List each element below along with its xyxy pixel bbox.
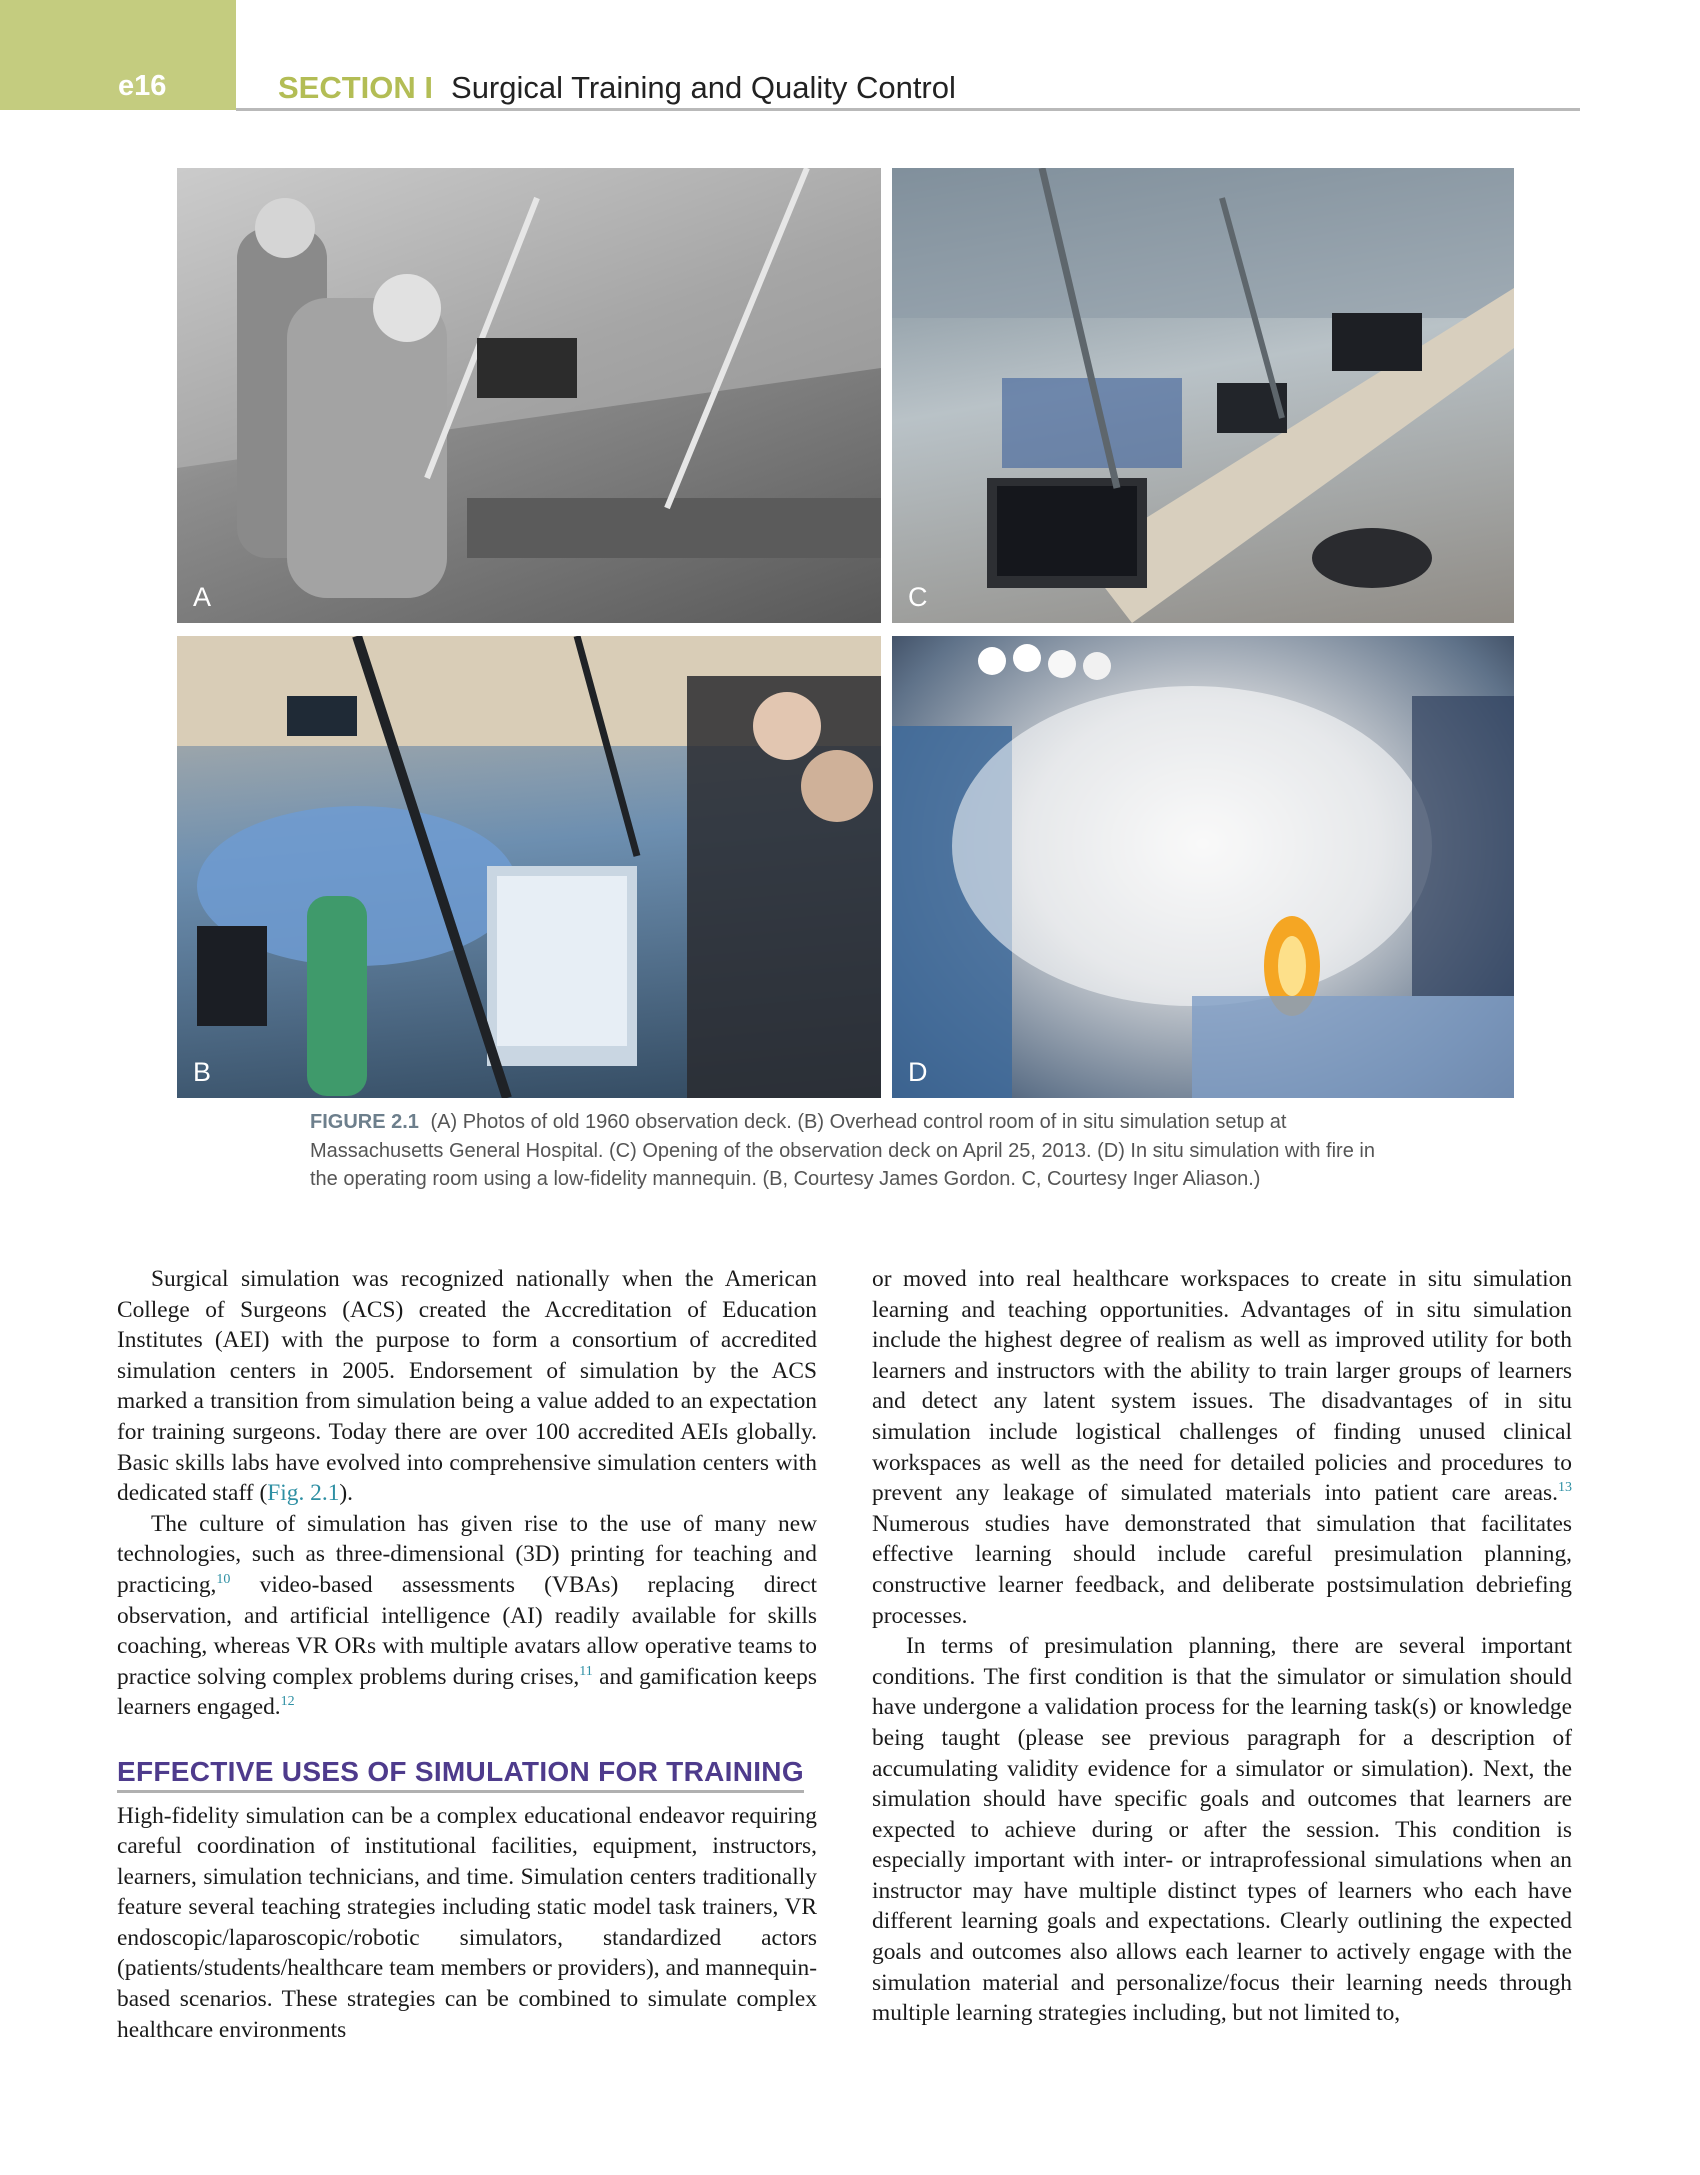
panel-label-b: B — [193, 1057, 212, 1087]
figure-photo-b — [177, 636, 881, 1098]
text-run: The culture of simulation has given rise to the use of many new technologies, such as three-dimensional (3D) printing for teaching and practicing, — [117, 1510, 817, 1598]
section-label: SECTION I — [278, 70, 434, 105]
body-paragraph — [117, 1264, 817, 1509]
citation-link[interactable]: 11 — [579, 1663, 593, 1679]
body-paragraph — [872, 1264, 1572, 1631]
figure-photo-a — [177, 168, 881, 623]
body-paragraph — [117, 1509, 817, 1723]
body-paragraph: High-fidelity simulation can be a complex educational endeavor requiring careful coordination of institutional facilities, equipment, instructors, learners, simulation technicians, and time. Simulation centers traditionally feature several teaching strategies including static model task trainers, VR endoscopic/laparoscopic/robotic simulators, standardized actors (patients/students/healthcare team members or providers), and mannequin-based scenarios. These strategies can be combined to simulate complex healthcare environments — [117, 1802, 817, 2043]
figure-photo-c — [892, 168, 1514, 623]
body-column-left — [117, 1264, 817, 2045]
text-run: Numerous studies have demonstrated that simulation that facilitates effective learning should include careful presimulation planning, constructive learner feedback, and deliberate postsimulation debriefing processes. — [872, 1510, 1572, 1629]
text-run: and gamification keeps learners engaged. — [117, 1663, 817, 1721]
figure-caption-text: (A) Photos of old 1960 observation deck. (B) Overhead control room of in situ simulation setup at Massachusetts General Hospital. (C) Opening of the observation deck on April 25, 2013. (D) In situ simulation with fire in the operating room using a low-fidelity mannequin. (B, Courtesy James Gordon. C, Courtesy Inger Aliason.) — [310, 1111, 1375, 1190]
citation-link[interactable]: 10 — [216, 1572, 231, 1588]
panel-label-a: A — [193, 582, 212, 612]
citation-link[interactable]: 12 — [280, 1694, 295, 1710]
panel-label-c: C — [908, 582, 928, 612]
body-column-right — [872, 1264, 1572, 2029]
text-run: video-based assessments (VBAs) replacing direct observation, and artificial intelligence (AI) readily available for skills coaching, whereas VR ORs with multiple avatars allow operative teams to practice solving complex problems during crises, — [117, 1571, 817, 1690]
text-run: or moved into real healthcare workspaces to create in situ simulation learning and teaching opportunities. Advantages of in situ simulation include the highest degree of realism as well as improved utility for both learners and instructors with the ability to train larger groups of learners and detect any latent system issues. The disadvantages of in situ simulation include logistical challenges of finding unused clinical workspaces as well as the need for detailed policies and procedures to prevent any leakage of simulated materials into patient care areas. — [872, 1266, 1572, 1507]
figure-reference-link[interactable]: Fig. 2.1 — [267, 1480, 340, 1507]
section-title: Surgical Training and Quality Control — [451, 70, 956, 105]
header-rule — [236, 108, 1580, 111]
text-run: Surgical simulation was recognized nationally when the American College of Surgeons (ACS) created the Accreditation of Education Institutes (AEI) with the purpose to form a consortium of accredited simulation centers in 2005. Endorsement of simulation by the ACS marked a transition from simulation being a value added to an expectation for training surgeons. Today there are over 100 accredited AEIs globally. Basic skills labs have evolved into comprehensive simulation centers with dedicated staff ( — [117, 1266, 817, 1507]
panel-label-d: D — [908, 1057, 928, 1087]
page-number: e16 — [118, 70, 167, 102]
text-run: ). — [339, 1480, 354, 1507]
figure-caption — [310, 1108, 1390, 1194]
figure-label: FIGURE 2.1 — [310, 1111, 419, 1133]
running-head — [278, 70, 956, 106]
figure-photo-d — [892, 636, 1514, 1098]
section-heading: EFFECTIVE USES OF SIMULATION FOR TRAINING — [117, 1757, 804, 1793]
citation-link[interactable]: 13 — [1558, 1480, 1572, 1496]
body-paragraph: In terms of presimulation planning, there are several important conditions. The first condition is that the simulator or simulation should have undergone a validation process for the learning task(s) or knowledge being taught (please see previous paragraph for a description of accumulating validity evidence for a simulator or simulation). Next, the simulation should have specific goals and outcomes that learners are expected to achieve during or after the session. This condition is especially important with inter- or intraprofessional simulations when an instructor may have multiple distinct types of learners who each have different learning goals and expectations. Clearly outlining the expected goals and outcomes also allows each learner to actively engage with the simulation material and personalize/focus their learning needs through multiple learning strategies including, but not limited to, — [872, 1633, 1572, 2027]
